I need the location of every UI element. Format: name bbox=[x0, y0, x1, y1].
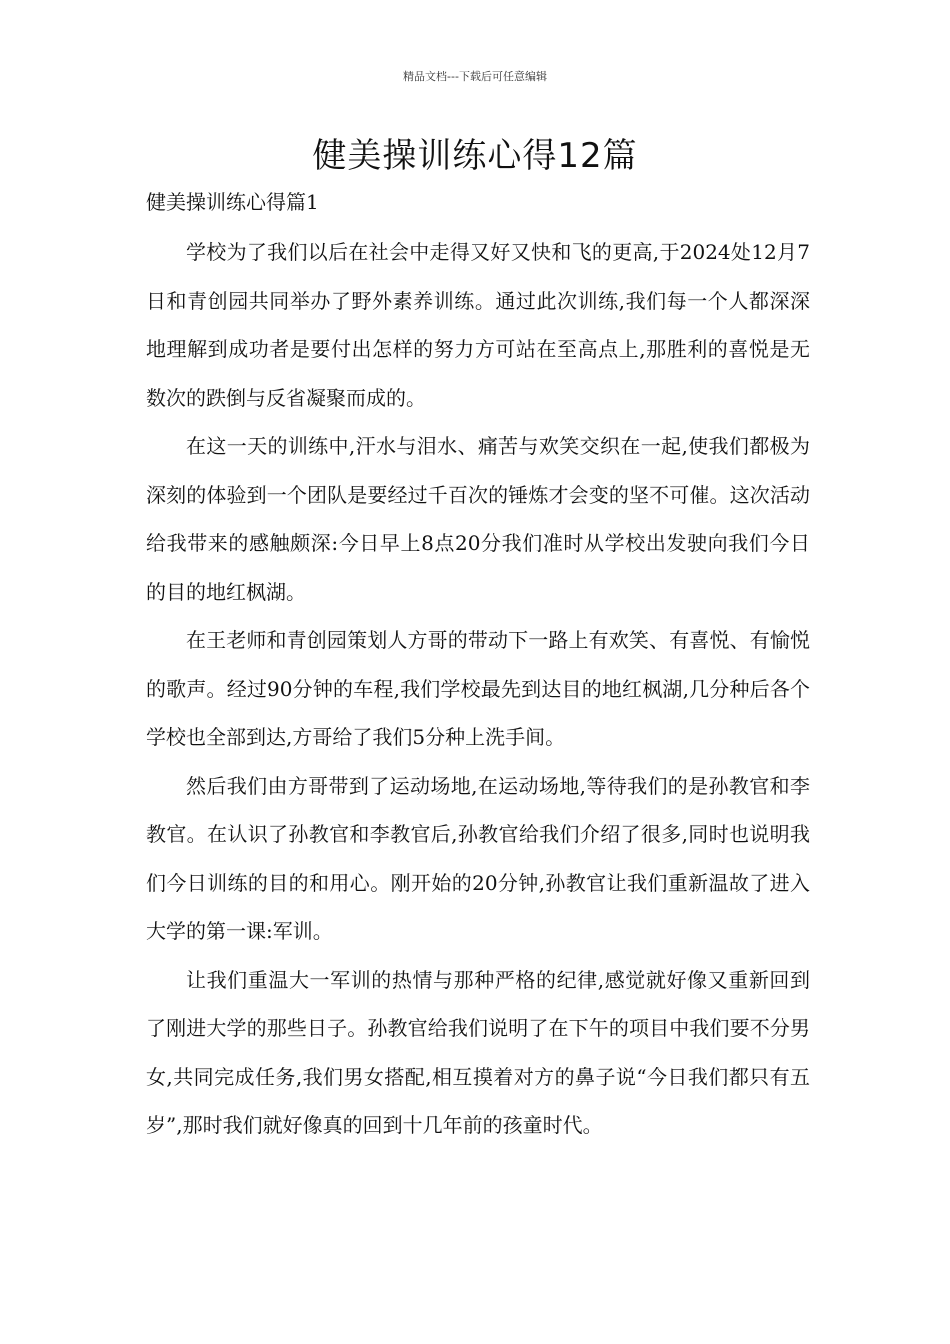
document-title: 健美操训练心得12篇 bbox=[312, 136, 638, 176]
section-heading: 健美操训练心得篇1 bbox=[146, 190, 319, 214]
paragraph: 学校为了我们以后在社会中走得又好又快和飞的更高,于2024处12月7日和青创园共同举办了野外素养训练。通过此次训练,我们每一个人都深深地理解到成功者是要付出怎样的努力方可站在至高点上,那胜利的喜悦是无数次的跌倒与反省凝聚而成的。 bbox=[146, 240, 810, 410]
paragraph: 在王老师和青创园策划人方哥的带动下一路上有欢笑、有喜悦、有愉悦的歌声。经过90分钟的车程,我们学校最先到达目的地红枫湖,几分种后各个学校也全部到达,方哥给了我们5分种上洗手间。 bbox=[146, 628, 810, 749]
paragraph: 在这一天的训练中,汗水与泪水、痛苦与欢笑交织在一起,使我们都极为深刻的体验到一个团队是要经过千百次的锤炼才会变的坚不可催。这次活动给我带来的感触颇深:今日早上8点20分我们准时从学校出发驶向我们今日的目的地红枫湖。 bbox=[146, 434, 810, 604]
body-text bbox=[146, 228, 810, 1150]
paragraph: 让我们重温大一军训的热情与那种严格的纪律,感觉就好像又重新回到了刚进大学的那些日子。孙教官给我们说明了在下午的项目中我们要不分男女,共同完成任务,我们男女搭配,相互摸着对方的鼻子说“今日我们都只有五岁”,那时我们就好像真的回到十几年前的孩童时代。 bbox=[146, 967, 810, 1137]
header-note: 精品文档---下载后可任意编辑 bbox=[403, 70, 547, 83]
paragraph: 然后我们由方哥带到了运动场地,在运动场地,等待我们的是孙教官和李教官。在认识了孙教官和李教官后,孙教官给我们介绍了很多,同时也说明我们今日训练的目的和用心。刚开始的20分钟,孙教官让我们重新温故了进入大学的第一课:军训。 bbox=[146, 773, 810, 943]
